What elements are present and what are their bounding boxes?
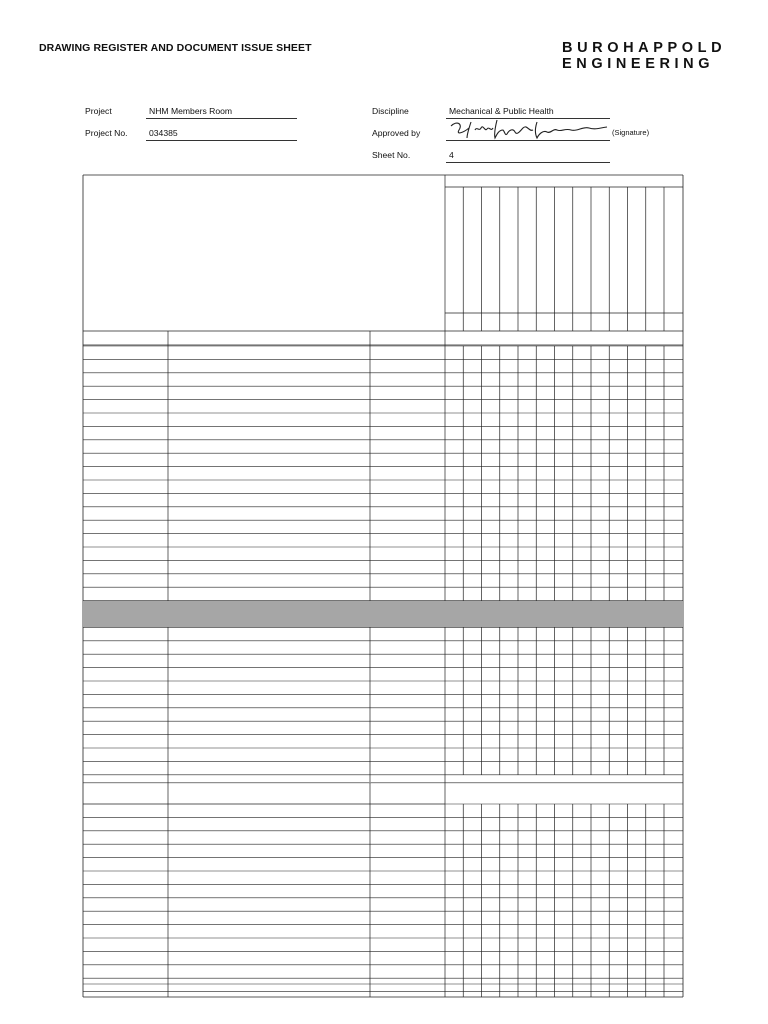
omitted-row-shade: [83, 614, 683, 627]
omitted-row-shade: [83, 601, 683, 614]
logo-line-2: ENGINEERING: [562, 56, 715, 72]
sheet-no-value: 4: [449, 150, 454, 160]
discipline-value: Mechanical & Public Health: [449, 106, 554, 116]
logo-line-1: BUROHAPPOLD: [562, 40, 727, 56]
signature-caption: (Signature): [612, 128, 650, 137]
sheet-no-label: Sheet No.: [372, 150, 411, 160]
sheet-title: DRAWING REGISTER AND DOCUMENT ISSUE SHEET: [39, 42, 312, 54]
project-no-label: Project No.: [85, 128, 128, 138]
project-value: NHM Members Room: [149, 106, 233, 116]
discipline-label: Discipline: [372, 106, 409, 116]
approved-by-label: Approved by: [372, 128, 421, 138]
project-label: Project: [85, 106, 112, 116]
project-no-value: 034385: [149, 128, 178, 138]
